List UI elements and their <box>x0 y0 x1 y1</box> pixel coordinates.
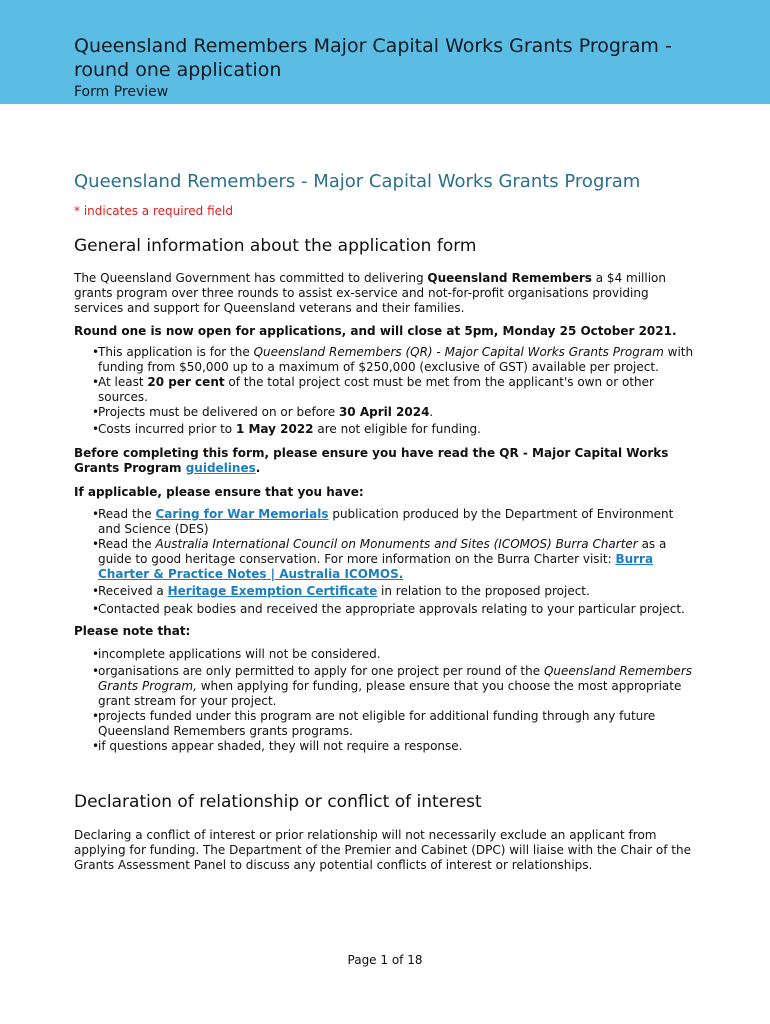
form-title-line-2: round one application <box>74 59 282 81</box>
page-number: Page 1 of 18 <box>347 953 423 967</box>
burra-charter-link[interactable]: Burra Charter & Practice Notes | Australia ICOMOS. <box>98 552 654 581</box>
eligibility-list <box>74 345 694 437</box>
list-item: • organisations are only permitted to apply for one project per round of the Queensland Remembers Grants Program, when applying for funding, please ensure that you choose the most appropriate grant stream for your project. <box>74 664 694 709</box>
form-preview-label: Form Preview <box>74 84 169 100</box>
form-title <box>74 34 770 82</box>
please-note-heading: Please note that: <box>74 624 191 638</box>
list-item: • At least 20 per cent of the total project cost must be met from the applicant's own or other sources. <box>74 375 694 405</box>
list-item: • Costs incurred prior to 1 May 2022 are not eligible for funding. <box>74 422 694 437</box>
checklist <box>74 507 694 617</box>
if-applicable-heading: If applicable, please ensure that you have: <box>74 485 364 499</box>
list-item: • This application is for the Queensland Remembers (QR) - Major Capital Works Grants Program with funding from $50,000 up to a maximum of $250,000 (exclusive of GST) available per project. <box>74 345 694 375</box>
program-title: Queensland Remembers - Major Capital Works Grants Program <box>74 171 641 192</box>
form-title-line-1: Queensland Remembers Major Capital Works Grants Program - <box>74 35 672 57</box>
round-open-notice: Round one is now open for applications, and will close at 5pm, Monday 25 October 2021. <box>74 324 677 338</box>
intro-paragraph: The Queensland Government has committed to delivering Queensland Remembers a $4 million grants program over three rounds to assist ex-service and not-for-profit organisations providing services and support for Queensland veterans and their families. <box>74 271 666 315</box>
list-item: • incomplete applications will not be considered. <box>74 647 694 662</box>
notes-list <box>74 647 694 754</box>
list-item: • Received a Heritage Exemption Certificate in relation to the proposed project. <box>74 584 694 599</box>
list-item: • Contacted peak bodies and received the appropriate approvals relating to your particular project. <box>74 602 694 617</box>
heritage-exemption-link[interactable]: Heritage Exemption Certificate <box>167 584 378 598</box>
required-field-note: * indicates a required field <box>74 204 233 218</box>
form-content <box>74 170 694 873</box>
general-info-heading: General information about the application form <box>74 236 477 256</box>
list-item: • Projects must be delivered on or before 30 April 2024. <box>74 405 694 420</box>
list-item: • if questions appear shaded, they will not require a response. <box>74 739 694 754</box>
before-completing-notice: Before completing this form, please ensure you have read the QR - Major Capital Works Grants Program guidelines. <box>74 446 669 475</box>
list-item: • Read the Australia International Council on Monuments and Sites (ICOMOS) Burra Charter as a guide to good heritage conservation. For more information on the Burra Charter visit: Burra Charter & Practice Notes | Australia ICOMOS. <box>74 537 694 582</box>
declaration-heading: Declaration of relationship or conflict of interest <box>74 792 482 812</box>
list-item: • projects funded under this program are not eligible for additional funding through any future Queensland Remembers grants programs. <box>74 709 694 739</box>
caring-for-war-memorials-link[interactable]: Caring for War Memorials <box>155 507 329 521</box>
declaration-paragraph: Declaring a conflict of interest or prior relationship will not necessarily exclude an applicant from applying for funding. The Department of the Premier and Cabinet (DPC) will liaise with the Chair of the Grants Assessment Panel to discuss any potential conflicts of interest or relationships. <box>74 828 691 872</box>
list-item: • Read the Caring for War Memorials publication produced by the Department of Environment and Science (DES) <box>74 507 694 537</box>
page-header <box>0 0 770 104</box>
guidelines-link[interactable]: guidelines <box>185 461 256 475</box>
